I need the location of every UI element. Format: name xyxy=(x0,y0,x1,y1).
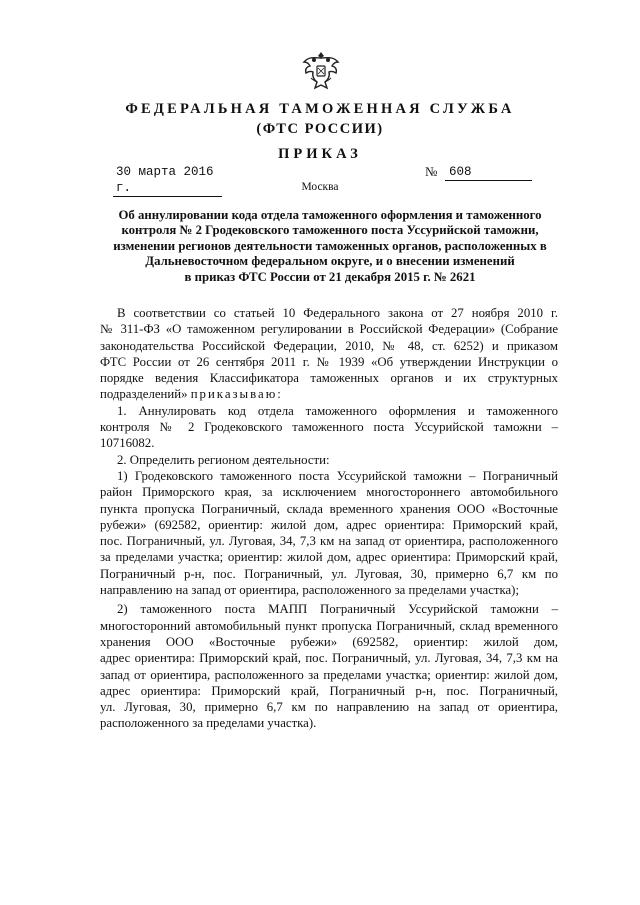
item2-1-line: за пределами участка; ориентир: жилой дом, адрес ориентира: Приморский край, xyxy=(100,550,558,565)
item2-2-line: расположенного за пределами участка). xyxy=(100,716,317,731)
title-line: в приказ ФТС России от 21 декабря 2015 г. № 2621 xyxy=(184,269,476,284)
order-date: 30 марта 2016 г. xyxy=(113,164,222,197)
item2-1-line: 1) Гродековского таможенного поста Уссурийской таможни – Пограничный xyxy=(117,468,558,483)
agency-abbreviation: (ФТС РОССИИ) xyxy=(256,121,384,137)
issue-city: Москва xyxy=(301,181,339,193)
title-line: контроля № 2 Гродековского таможенного поста Уссурийской таможни, xyxy=(121,223,539,238)
item2-1-line: рубежи» (692582, ориентир: жилой дом, адрес ориентира: Приморский край, xyxy=(100,517,558,532)
item2-1-line: направлению на запад от ориентира, расположенного за пределами участка); xyxy=(100,583,520,598)
item1-line: 1. Аннулировать код отдела таможенного оформления и таможенного xyxy=(117,403,558,418)
agency-name: ФЕДЕРАЛЬНАЯ ТАМОЖЕННАЯ СЛУЖБА xyxy=(125,101,515,117)
item2-2-line: адрес ориентира: Приморский край, Пограничный р-н, пос. Пограничный, xyxy=(100,683,558,698)
item2-1-line: пункта пропуска Пограничный, склада временного хранения ООО «Восточные xyxy=(100,501,558,516)
preamble-line: № 311-ФЗ «О таможенном регулировании в Российской Федерации» (Собрание xyxy=(100,322,558,337)
orders-word: приказываю: xyxy=(190,387,283,402)
preamble-line: порядке ведения Классификатора таможенных органов и их структурных xyxy=(100,371,558,386)
item2-2-line: запад от ориентира, расположенного за пределами участка; ориентир: жилой дом, xyxy=(100,667,558,682)
item2-2-line: адрес ориентира: Приморский край, пос. Пограничный, ул. Луговая, 34, 7,3 км на xyxy=(100,651,558,666)
item2-2-line: ул. Луговая, 30, примерно 6,7 км по направлению на запад от ориентира, xyxy=(100,700,558,715)
order-title xyxy=(100,208,560,285)
item2-heading: 2. Определить регионом деятельности: xyxy=(117,452,330,467)
preamble-line: законодательства Российской Федерации, 2010, № 48, ст. 6252) и приказом xyxy=(100,338,558,353)
order-body xyxy=(100,305,558,732)
item2-2-line: многосторонний автомобильный пункт пропуска Пограничный, склад временного xyxy=(100,618,558,633)
title-line: Дальневосточном федеральном округе, и о внесении изменений xyxy=(145,254,515,269)
item2-1-line: Пограничный р-н, пос. Пограничный, ул. Луговая, 30, примерно 6,7 км по xyxy=(100,566,558,581)
coat-of-arms-emblem xyxy=(301,48,341,94)
document-type: ПРИКАЗ xyxy=(278,146,362,162)
item2-2-line: 2) таможенного поста МАПП Пограничный Уссурийской таможни – xyxy=(117,602,558,617)
order-number: 608 xyxy=(445,164,532,181)
item2-2-line: хранения ООО «Восточные рубежи» (692582, ориентир: жилой дом, xyxy=(100,634,558,649)
order-number-prefix: № xyxy=(425,164,438,179)
preamble-line: ФТС России от 26 сентября 2011 г. № 1939 «Об утверждении Инструкции о xyxy=(100,354,558,369)
item1-line: контроля № 2 Гродековского таможенного поста Уссурийской таможни – xyxy=(100,420,558,435)
preamble-line: В соответствии со статьей 10 Федерального закона от 27 ноября 2010 г. xyxy=(117,306,558,320)
preamble-end: подразделений» xyxy=(100,387,188,402)
title-line: Об аннулировании кода отдела таможенного оформления и таможенного xyxy=(118,208,542,222)
preamble-last-line xyxy=(100,386,558,402)
item2-1-line: район Приморского края, за исключением многостороннего автомобильного xyxy=(100,485,558,500)
item2-1-line: пос. Пограничный, ул. Луговая, 34, 7,3 км на запад от ориентира, расположенного xyxy=(100,534,558,549)
item1-line: 10716082. xyxy=(100,436,155,451)
title-line: изменении регионов деятельности таможенных органов, расположенных в xyxy=(113,238,547,253)
